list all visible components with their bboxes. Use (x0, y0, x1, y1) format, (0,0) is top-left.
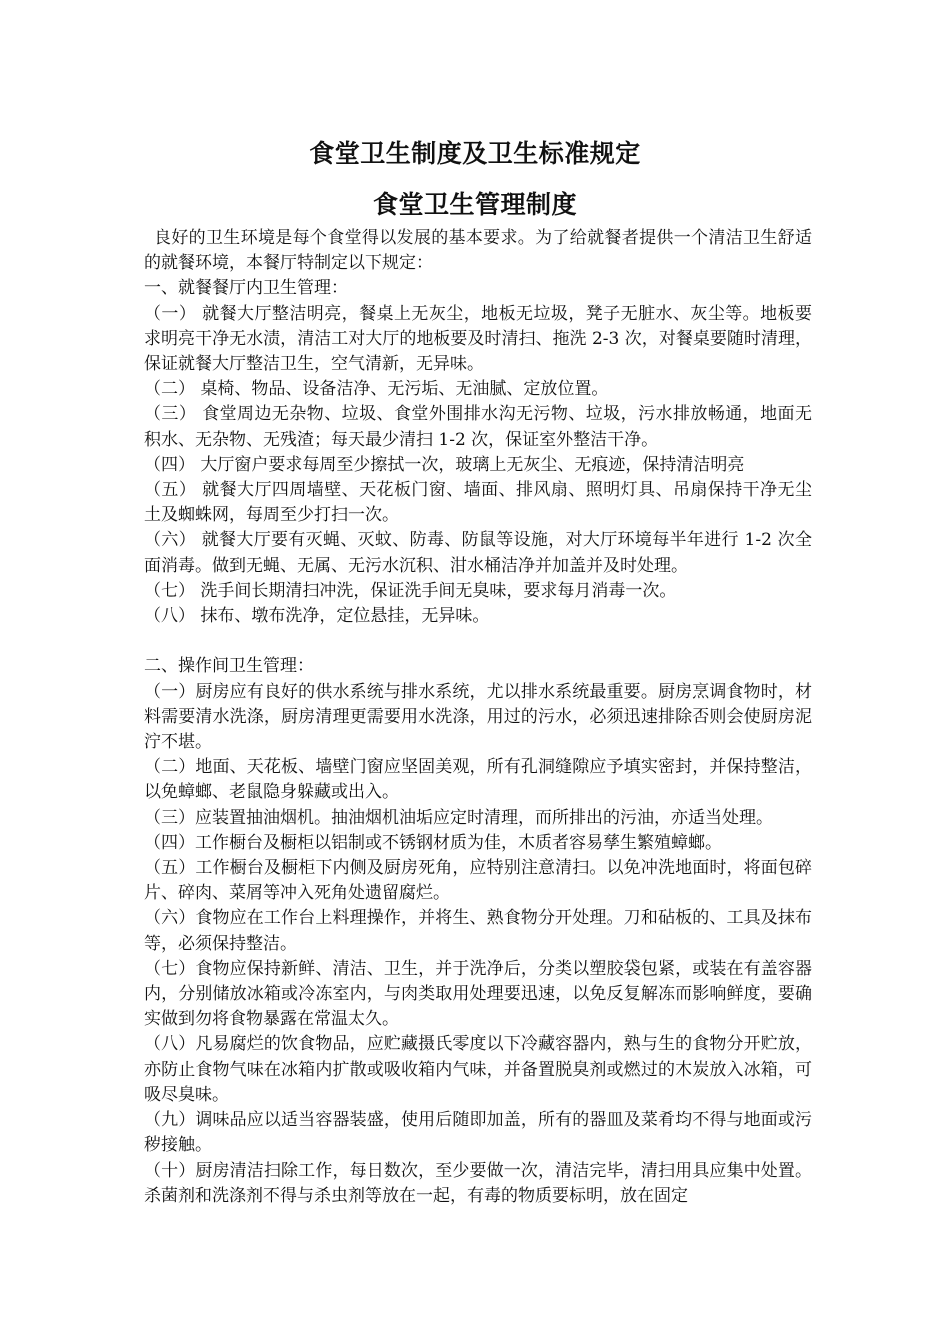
document-subtitle: 食堂卫生管理制度 (372, 190, 577, 219)
list-item: （八）凡易腐烂的饮食物品，应贮藏摄氏零度以下冷藏容器内，熟与生的食物分开贮放，亦防止食物气味在冰箱内扩散或吸收箱内气味，并备置脱臭剂或燃过的木炭放入冰箱，可吸尽臭味。 (144, 1034, 812, 1105)
paragraph-spacer (144, 629, 812, 654)
section-heading: 一、就餐餐厅内卫生管理： (144, 278, 348, 299)
list-item: （八） 抹布、墩布洗净，定位悬挂，无异味。 (144, 606, 490, 627)
list-item: （五）工作橱台及橱柜下内侧及厨房死角，应特别注意清扫。以免冲洗地面时，将面包碎片、碎肉、菜屑等冲入死角处遗留腐烂。 (144, 858, 812, 904)
section-heading: 二、操作间卫生管理： (144, 656, 314, 677)
intro-paragraph: 良好的卫生环境是每个食堂得以发展的基本要求。为了给就餐者提供一个清洁卫生舒适的就餐环境，本餐厅特制定以下规定： (144, 228, 812, 274)
list-item: （七） 洗手间长期清扫冲洗，保证洗手间无臭味，要求每月消毒一次。 (144, 580, 677, 601)
list-item: （四） 大厅窗户要求每周至少擦拭一次，玻璃上无灰尘、无痕迹，保持清洁明亮 (144, 454, 745, 475)
list-item: （十）厨房清洁扫除工作，每日数次，至少要做一次，清洁完毕，清扫用具应集中处置。杀菌剂和洗涤剂不得与杀虫剂等放在一起，有毒的物质要标明，放在固定 (144, 1160, 812, 1206)
list-item: （四）工作橱台及橱柜以铝制或不锈钢材质为佳，木质者容易孳生繁殖蟑螂。 (144, 832, 722, 853)
list-item: （二）地面、天花板、墙壁门窗应坚固美观，所有孔洞缝隙应予填实密封，并保持整洁，以免蟑螂、老鼠隐身躲藏或出入。 (144, 757, 812, 803)
list-item: （二） 桌椅、物品、设备洁净、无污垢、无油腻、定放位置。 (144, 379, 609, 400)
list-item: （七）食物应保持新鲜、清洁、卫生，并于洗净后，分类以塑胶袋包紧，或装在有盖容器内，分别储放冰箱或冷冻室内，与肉类取用处理要迅速，以免反复解冻而影响鲜度，要确实做到勿将食物暴露在常温太久。 (144, 958, 812, 1030)
document-body (144, 226, 812, 1209)
document-title: 食堂卫生制度及卫生标准规定 (309, 139, 641, 168)
list-item: （一） 就餐大厅整洁明亮，餐桌上无灰尘，地板无垃圾，凳子无脏水、灰尘等。地板要求明亮干净无水渍，清洁工对大厅的地板要及时清扫、拖洗 2-3 次，对餐桌要随时清理，保证就餐大厅整洁卫生，空气清新，无异味。 (144, 303, 812, 375)
list-item: （五） 就餐大厅四周墙壁、天花板门窗、墙面、排风扇、照明灯具、吊扇保持干净无尘土及蜘蛛网，每周至少打扫一次。 (144, 480, 812, 526)
list-item: （一）厨房应有良好的供水系统与排水系统，尤以排水系统最重要。厨房烹调食物时，材料需要清水洗涤，厨房清理更需要用水洗涤，用过的污水，必须迅速排除否则会使厨房泥泞不堪。 (144, 681, 812, 753)
list-item: （三）应装置抽油烟机。抽油烟机油垢应定时清理，而所排出的污油，亦适当处理。 (144, 807, 773, 828)
list-item: （六）食物应在工作台上料理操作，并将生、熟食物分开处理。刀和砧板的、工具及抹布等，必须保持整洁。 (144, 908, 812, 954)
list-item: （九）调味品应以适当容器装盛，使用后随即加盖，所有的器皿及菜肴均不得与地面或污秽接触。 (144, 1110, 812, 1156)
list-item: （三） 食堂周边无杂物、垃圾、食堂外围排水沟无污物、垃圾，污水排放畅通，地面无积水、无杂物、无残渣；每天最少清扫 1-2 次，保证室外整洁干净。 (144, 404, 812, 450)
list-item: （六） 就餐大厅要有灭蝇、灭蚊、防毒、防鼠等设施，对大厅环境每半年进行 1-2 次全面消毒。做到无蝇、无属、无污水沉积、泔水桶洁净并加盖并及时处理。 (144, 530, 812, 576)
